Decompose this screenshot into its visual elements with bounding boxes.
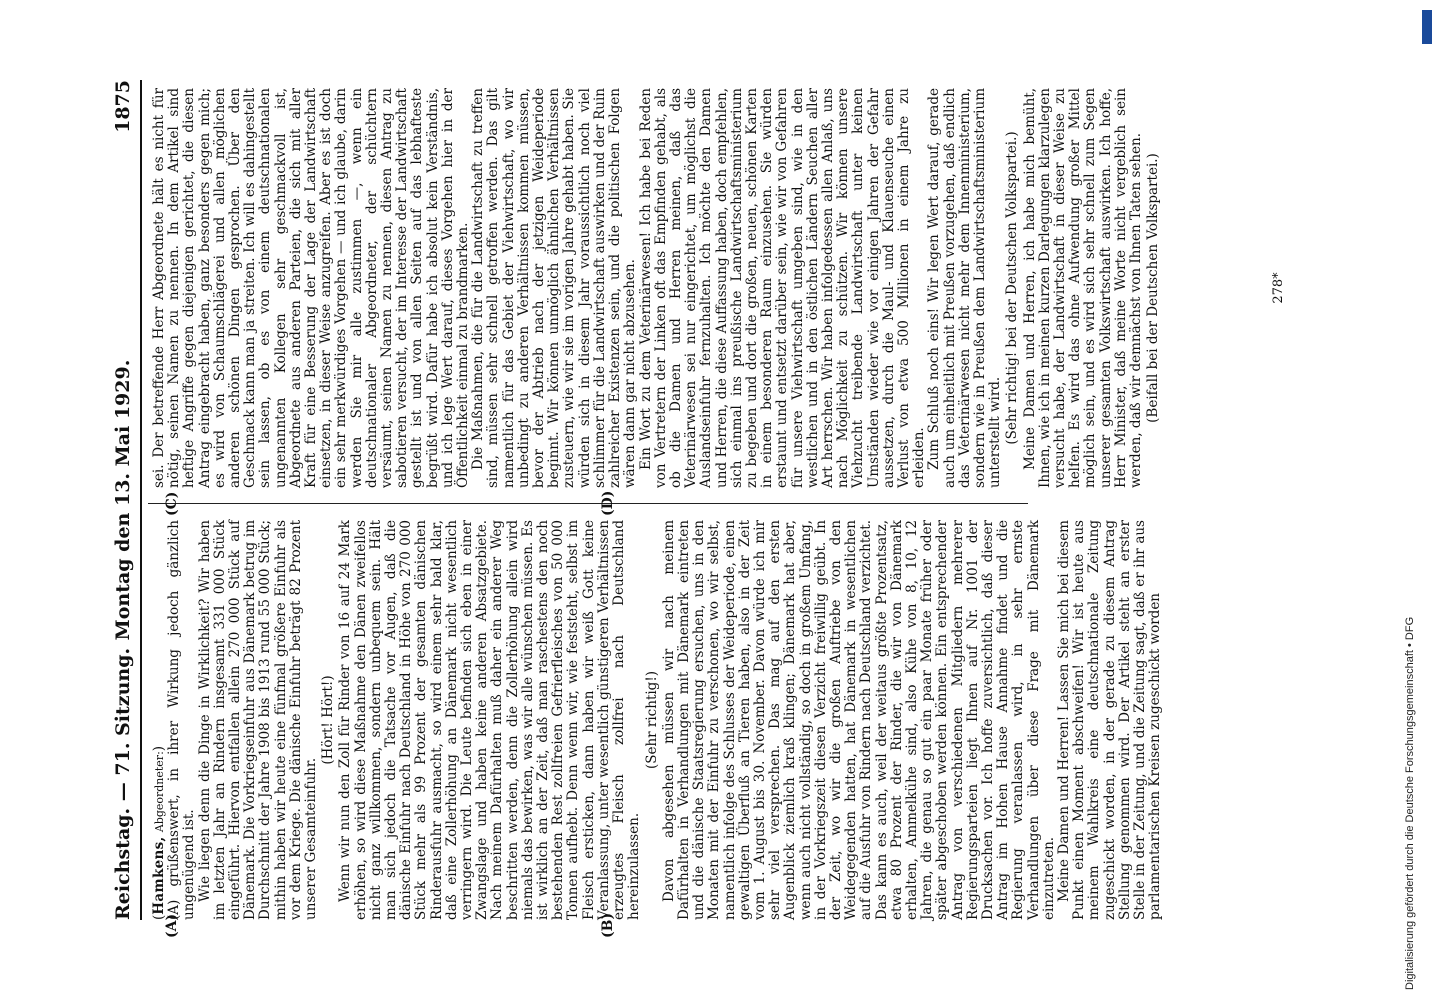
credit-text: Digitalisierung gefördert durch die Deutsche Forschungsgemeinschaft • DFG	[1404, 616, 1416, 990]
paragraph: Ein Wort zu dem Veterinärwesen! Ich habe bei Reden von Vertretern der Linken oft das Empfinden gehabt, als ob die Damen und Herren meinen, daß das Veterinärwesen sei nur eingerichtet, um möglichst die Auslandseinfuhr fernzuhalten. Ich möchte den Damen und Herren, die diese Auffassung haben, doch empfehlen, sich einmal ins preußische Landwirtschaftsministerium zu begeben und dort die großen, neuen, schönen Karten in einem besonderen Raum einzusehen. Sie würden erstaunt und entsetzt darüber sein, wie wir von Gefahren für unsere Viehwirtschaft umgeben sind, wie in den westlichen und in den östlichen Ländern Seuchen aller Art herrschen. Wir haben infolgedessen allen Anlaß, uns nach Möglichkeit zu schützen. Wir können unsere Viehzucht treibende Landwirtschaft unter keinen Umständen wieder wie vor einigen Jahren der Gefahr aussetzen, durch die Maul- und Klauenseuche einen Verlust von etwa 500 Millionen in einem Jahre zu erleiden.	[637, 88, 928, 488]
page-header	[110, 80, 142, 920]
right-text-column	[151, 88, 1162, 488]
paragraph: Davon abgesehen müssen wir nach meinem Dafürhalten in Verhandlungen mit Dänemark eintreten und die dänische Staatsregierung ersuchen, uns in den Monaten mit der Einfuhr zu verschonen, wo wir selbst, namentlich infolge des Schlusses der Weideperiode, einen gewaltigen Überfluß an Tieren haben, also in der Zeit vom 1. August bis 30. November. Davon würde ich mir sehr viel versprechen. Das mag auf den ersten Augenblick ziemlich kraß klingen; Dänemark hat aber, wenn auch nicht vollständig, so doch in großem Umfang, in der Vorkriegszeit diesen Verzicht freiwillig geübt. In der Zeit, wo wir die großen Auftriebe von den Weidegegenden hatten, hat Dänemark in wesentlichen auf die Ausfuhr von Rindern nach Deutschland verzichtet. Das kann es auch, weil der weitaus größte Prozentsatz, etwa 80 Prozent der Rinder, die wir von Dänemark erhalten, Ammelkühe sind, also Kühe von 8, 10, 12 Jahren, die genau so gut ein paar Monate früher oder später abgeschoben werden können. Ein entsprechender Antrag von verschiedenen Mitgliedern mehrerer Regierungsparteien liegt Ihnen auf Nr. 1001 der Drucksachen vor. Ich hoffe zuversichtlich, daß dieser Antrag im Hohen Hause Annahme findet und die Regierung veranlassen wird, in sehr ernste Verhandlungen über diese Frage mit Dänemark einzutreten.	[660, 520, 1057, 920]
header-date: Montag den 13. Mai 1929.	[112, 359, 134, 641]
paragraph: (A) grüßenswert, in ihrer Wirkung jedoch gänzlich ungenügend ist.	[166, 520, 198, 920]
margin-marker-b: (B)	[600, 912, 616, 938]
dfg-logo-icon	[1422, 10, 1432, 44]
paragraph: Die Maßnahmen, die für die Landwirtschaft zu treffen sind, müssen sehr schnell getroffen werden. Das gilt namentlich für das Gebiet der Viehwirtschaft, wo wir unbedingt zu anderen Verhältnissen kommen müssen, bevor der Abtrieb nach der jetzigen Weideperiode beginnt. Wir können unmöglich ähnlichen Verhältnissen zusteuern, wie wir sie im vorigen Jahre gehabt haben. Sie würden sich in diesem Jahr voraussichtlich noch viel schlimmer für die Landwirtschaft auswirken und der Ruin zahlreicher Existenzen sein, und die politischen Folgen wären dann gar nicht abzusehen.	[470, 88, 639, 488]
paragraph: Meine Damen und Herren, ich habe mich bemüht, Ihnen, wie ich in meinen kurzen Darlegungen klarzulegen versucht habe, der Landwirtschaft in dieser Weise zu helfen. Es wird das ohne Aufwendung großer Mittel möglich sein, und es wird sich sehr schnell zum Segen unserer gesamten Volkswirtschaft auswirken. Ich hoffe, Herr Minister, daß meine Worte nicht vergeblich sein werden, daß wir demnächst von Ihnen Taten sehen.	[1021, 88, 1144, 488]
interjection: (Sehr richtig!)	[643, 670, 660, 770]
interjection: (Sehr richtig! bei der Deutschen Volkspartei.)	[1004, 131, 1021, 445]
speaker-role: Abgeordneter:	[153, 751, 166, 833]
paragraph: Wie liegen denn die Dinge in Wirklichkeit? Wir haben im letzten Jahr an Rindern insgesamt 331 000 Stück eingeführt. Hiervon entfallen allein 270 000 Stück auf Dänemark. Die Vorkriegseinfuhr aus Dänemark betrug im Durchschnitt der Jahre 1908 bis 1913 rund 55 000 Stück; mithin haben wir heute eine fünfmal größere Einfuhr als vor dem Kriege. Die dänische Einfuhr beträgt 82 Prozent unserer Gesamteinfuhr.	[196, 520, 320, 920]
paragraph: Meine Damen und Herren! Lassen Sie mich bei diesem Punkt einen Moment abschweifen! Wir ist heute aus meinem Wahlkreis eine deutschnationale Zeitung zugeschickt worden, in der gerade zu diesem Antrag Stellung genommen wird. Der Artikel steht an erster Stelle in der Zeitung, und die Zeitung sagt, daß er ihr aus parlamentarischen Kreisen zugeschickt worden	[1055, 520, 1164, 920]
speaker-line: (Hamkens, Abgeordneter:)	[151, 745, 167, 920]
speaker-name: Hamkens,	[151, 836, 167, 915]
interjection: (Beifall bei der Deutschen Volkspartei.)	[1145, 153, 1162, 423]
paragraph: sei. Der betreffende Herr Abgeordnete hält es nicht für nötig, seinen Namen zu nennen. In dem Artikel sind heftige Angriffe gegen diejenigen gerichtet, die diesen Antrag eingebracht haben, ganz besonders gegen mich; es wird von Schaumschlägerei und allen möglichen anderen schönen Dingen gesprochen. Über den Geschmack kann man ja streiten. Ich will es dahingestellt sein lassen, ob es von einem deutschnationalen ungenannten Kollegen sehr geschmackvoll ist, Abgeordnete aus anderen Parteien, die sich mit aller Kraft für eine Besserung der Lage der Landwirtschaft einsetzen, in dieser Weise anzugreifen. Aber es ist doch ein sehr merkwürdiges Vorgehen — und ich glaube, darin werden Sie mir alle zustimmen —, wenn ein deutschnationaler Abgeordneter, der schüchtern versäumt, seinen Namen zu nennen, diesen Antrag zu sabotieren versucht, der im Interesse der Landwirtschaft gestellt ist und von allen Seiten auf das lebhafteste begrüßt wird. Dafür habe ich absolut kein Verständnis, und ich lege Wert darauf, dieses Vorgehen hier in der Öffentlichkeit einmal zu brandmarken.	[151, 88, 472, 488]
margin-marker-a: (A)	[164, 913, 180, 938]
column-divider	[148, 503, 1028, 504]
margin-marker-d: (D)	[600, 490, 616, 516]
margin-marker-c: (C)	[164, 491, 180, 516]
page-signature: 278*	[1271, 272, 1286, 304]
interjection: (Hört! Hört!)	[320, 675, 337, 765]
rotated-document-page	[100, 60, 1300, 940]
paragraph: Zum Schluß noch eins! Wir legen Wert darauf, gerade auch um einheitlich mit Preußen vorzugehen, daß endlich das Veterinärwesen nicht mehr dem Innenministerium, sondern wie in Preußen dem Landwirtschaftsministerium unterstellt wird.	[926, 88, 1004, 488]
left-text-column	[151, 520, 1164, 920]
header-session: Reichstag. — 71. Sitzung.	[112, 647, 134, 920]
digitization-credit	[1404, 10, 1424, 990]
header-page-number: 1875	[112, 80, 134, 133]
paragraph: Wenn wir nun den Zoll für Rinder von 16 auf 24 Mark erhöhen, so wird diese Maßnahme den Dänen zweifellos nicht ganz willkommen, sondern unbequem sein. Hält man sich jedoch die Tatsache vor Augen, daß die dänische Einfuhr nach Deutschland in Höhe von 270 000 Stück mehr als 99 Prozent der gesamten dänischen Rinderausfuhr ausmacht, so wird einem sehr bald klar, daß eine Zollerhöhung an Dänemark nicht wesentlich verringern wird. Die Leute befinden sich eben in einer Zwangslage und haben keine anderen Absatzgebiete. Nach meinem Dafürhalten muß daher ein anderer Weg beschritten werden, denn die Zollerhöhung allein wird niemals das bewirken, was wir alle wünschen müssen. Es ist wirklich an der Zeit, daß man raschestens den noch bestehenden Rest zollfreien Gefrierfleisches von 50 000 Tonnen aufhebt. Denn wenn wir, wie feststeht, selbst im Fleisch ersticken, dann haben wir weiß Gott keine Veranlassung, unter wesentlich günstigeren Verhältnissen erzeugtes Fleisch zollfrei nach Deutschland hereinzulassen.	[337, 520, 643, 920]
